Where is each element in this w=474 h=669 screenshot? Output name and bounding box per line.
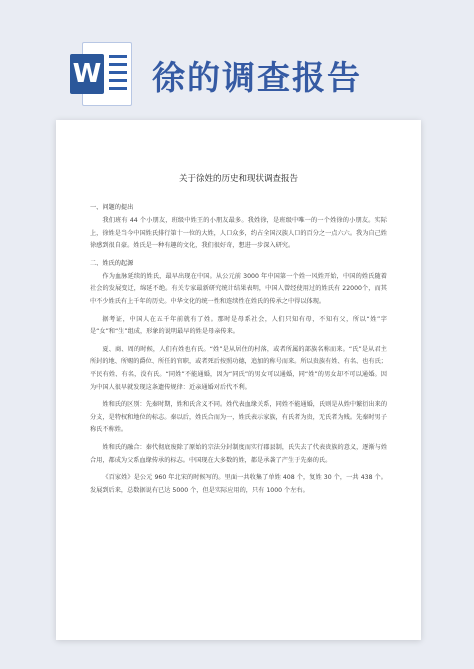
paragraph: 作为血脉延续的姓氏，最早出现在中国。从公元前 3000 年中国第一个姓一风姓开始，中国的姓氏随着社会的发展变迁，绵延不绝。有关专家最新研究统计结果表明，中国人曾经使用过的姓氏有 22000个，而其中不少姓氏有上千年的历史。中华文化的统一性和连续性在姓氏的传承之中得以体现。 [90,272,387,305]
section-heading: 一、问题的提出 [90,204,134,211]
document-body [90,202,387,497]
paragraph: 姓和氏的融合：秦代彻底废除了原始的宗法分封制度而实行郡县制，氏失去了代表贵族的意义，逐渐与姓合用，都成为父系血缘传承的标志。中国现在大多数的姓，都是承袭了产生于先秦的氏。 [90,443,388,464]
banner-title: 徐的调查报告 [152,58,362,97]
paragraph: 姓和氏的区别：先秦时期，姓和氏含义不同。姓代表血缘关系，同姓不能通婚，氏则是从姓中繁衍出来的分支，是特权和地位的标志。秦以后，姓氏合而为一，姓氏表示家族，有氏者为贵，无氏者为贱。先秦时男子称氏不称姓。 [90,401,388,434]
section-heading: 二、姓氏的起源 [90,259,134,267]
paragraph: 据考证，中国人在五千年前就有了姓。那时是母系社会，人们只知有母，不知有父，所以“姓”字是“女”和“生”组成，形象的说明最早的姓是母亲传来。 [90,315,387,336]
banner [0,0,474,120]
document-page [56,120,421,640]
paragraph: 《百家姓》是公元 960 年北宋的时候写的。里面一共收集了单姓 408 个，复姓 30 个，一共 438 个。发展到后来，总数据说有已达 5000 个，但是实际应用的，只有 1000 个左右。 [90,474,387,494]
word-document-icon [70,42,132,106]
paragraph: 我们班有 44 个小朋友，班级中姓王的小朋友最多。我姓徐，是班级中唯一的一个姓徐的小朋友。实际上，徐姓是当今中国姓氏排行第十一位的大姓，人口众多，约占全国汉族人口的百分之一点六六。我为自己姓徐感到很自豪。姓氏是一种有趣的文化，我们很好奇，想进一步深入研究。 [90,217,387,250]
document-title: 关于徐姓的历史和现状调查报告 [178,174,298,184]
word-logo-letter: W [70,54,104,94]
paragraph: 夏、商、周的时候，人们有姓也有氏。“姓”是从居住的村落，或者所属的部族名称而来。“氏”是从君主所封的地、所赐的爵位、所任的官职，或者死后按照功德，追加的称号而来。所以贵族有姓、有名、也有氏；平民有姓、有名，没有氏。“同姓”不能通婚，因为“同氏”的男女可以通婚，同“姓”的男女却不可以通婚。因为中国人很早就发现这条遗传规律：近亲通婚对后代不利。 [90,345,387,391]
